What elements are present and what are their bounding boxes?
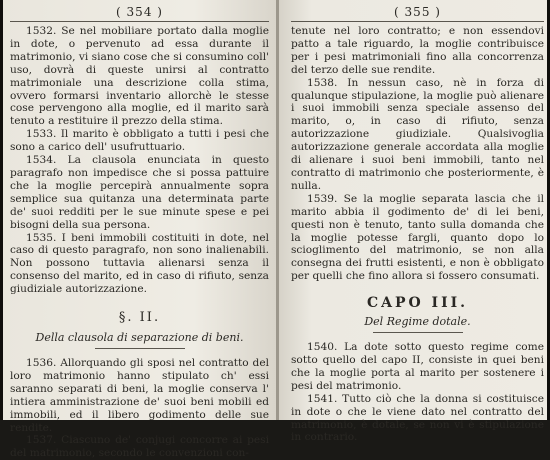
page-number-right: ( 355 ) xyxy=(394,5,441,19)
article-1532: 1532. Se nel mobiliare portato dalla moglie in dote, o pervenuto ad essa durante il matrimonio, vi siano cose che si consumino coll' uso, dovrà di queste unirsi al contratto matrimoniale una descrizione colla stima, ovvero formarsi inventario allorchè le stesse cose pervengono alla moglie, ed il marito sarà tenuto a restituire il prezzo della stima. xyxy=(10,25,269,128)
article-1537-continued: tenute nel loro contratto; e non essendovi patto a tale riguardo, la moglie contribuisce per i pesi matrimoniali fino alla concorrenza del terzo delle sue rendite. xyxy=(291,25,544,76)
article-1537: 1537. Ciascuno de' conjugi concorre ai pesi del matrimonio, secondo le convenzioni con- xyxy=(10,434,269,460)
header-rule-left xyxy=(10,21,269,22)
article-1538: 1538. In nessun caso, nè in forza di qualunque stipulazione, la moglie può alienare i suoi immobili senza speciale assenso del marito, o, in caso di rifiuto, senza autorizzazione giudiziale. Qualsivoglia autorizzazione generale accordata alla moglie di alienare i suoi beni immobili, tanto nel contratto di matrimonio che posteriormente, è nulla. xyxy=(291,76,544,192)
article-1540: 1540. La dote sotto questo regime come sotto quello del capo II, consiste in quei beni che la moglie porta al marito per sostenere i pesi del matrimonio. xyxy=(291,341,544,392)
chapter-title: Del Regime dotale. xyxy=(364,315,471,329)
article-1536: 1536. Allorquando gli sposi nel contratto del loro matrimonio hanno stipulato ch' essi saranno separati di beni, la moglie conserva l' intiera amministrazione de' suoi beni mobili ed immobili, ed il libero godimento delle sue rendite. xyxy=(10,357,269,434)
chapter-rule xyxy=(373,332,463,333)
section-rule xyxy=(95,348,185,349)
article-1541: 1541. Tutto ciò che la donna si costituisce in dote o che le viene dato nel contratto del matrimonio, è dotale, se non vi è stipulazione in contrario. xyxy=(291,392,544,444)
left-page-edge xyxy=(0,0,3,420)
section-heading: §. II. xyxy=(118,310,161,326)
right-page xyxy=(279,0,550,444)
article-1534: 1534. La clausola enunciata in questo paragrafo non impedisce che si possa pattuire che la moglie percepirà annualmente sopra semplice sua quitanza una determinata parte de' suoi redditi per le sue minute spese e pei bisogni della sua persona. xyxy=(10,154,269,231)
section-title: Della clausola di separazione di beni. xyxy=(35,331,244,345)
article-1539: 1539. Se la moglie separata lascia che il marito abbia il godimento de' di lei beni, questi non è tenuto, tanto sulla domanda che la moglie potesse fargli, quanto dopo lo scioglimento del matrimonio, se non alla consegna dei frutti esistenti, e non è obbligato per quelli che fino allora si fossero consumati. xyxy=(291,192,544,283)
chapter-heading: CAPO III. xyxy=(366,295,469,312)
article-1533: 1533. Il marito è obbligato a tutti i pesi che sono a carico dell' usufruttuario. xyxy=(10,128,269,154)
page-number-left: ( 354 ) xyxy=(116,5,163,19)
header-rule-right xyxy=(291,21,544,22)
article-1535: 1535. I beni immobili costituiti in dote, nel caso di questo paragrafo, non sono inalienabili. Non possono tuttavia alienarsi senza il consenso del marito, ed in caso di rifiuto, senza giudiziale autorizzazione. xyxy=(10,231,269,296)
